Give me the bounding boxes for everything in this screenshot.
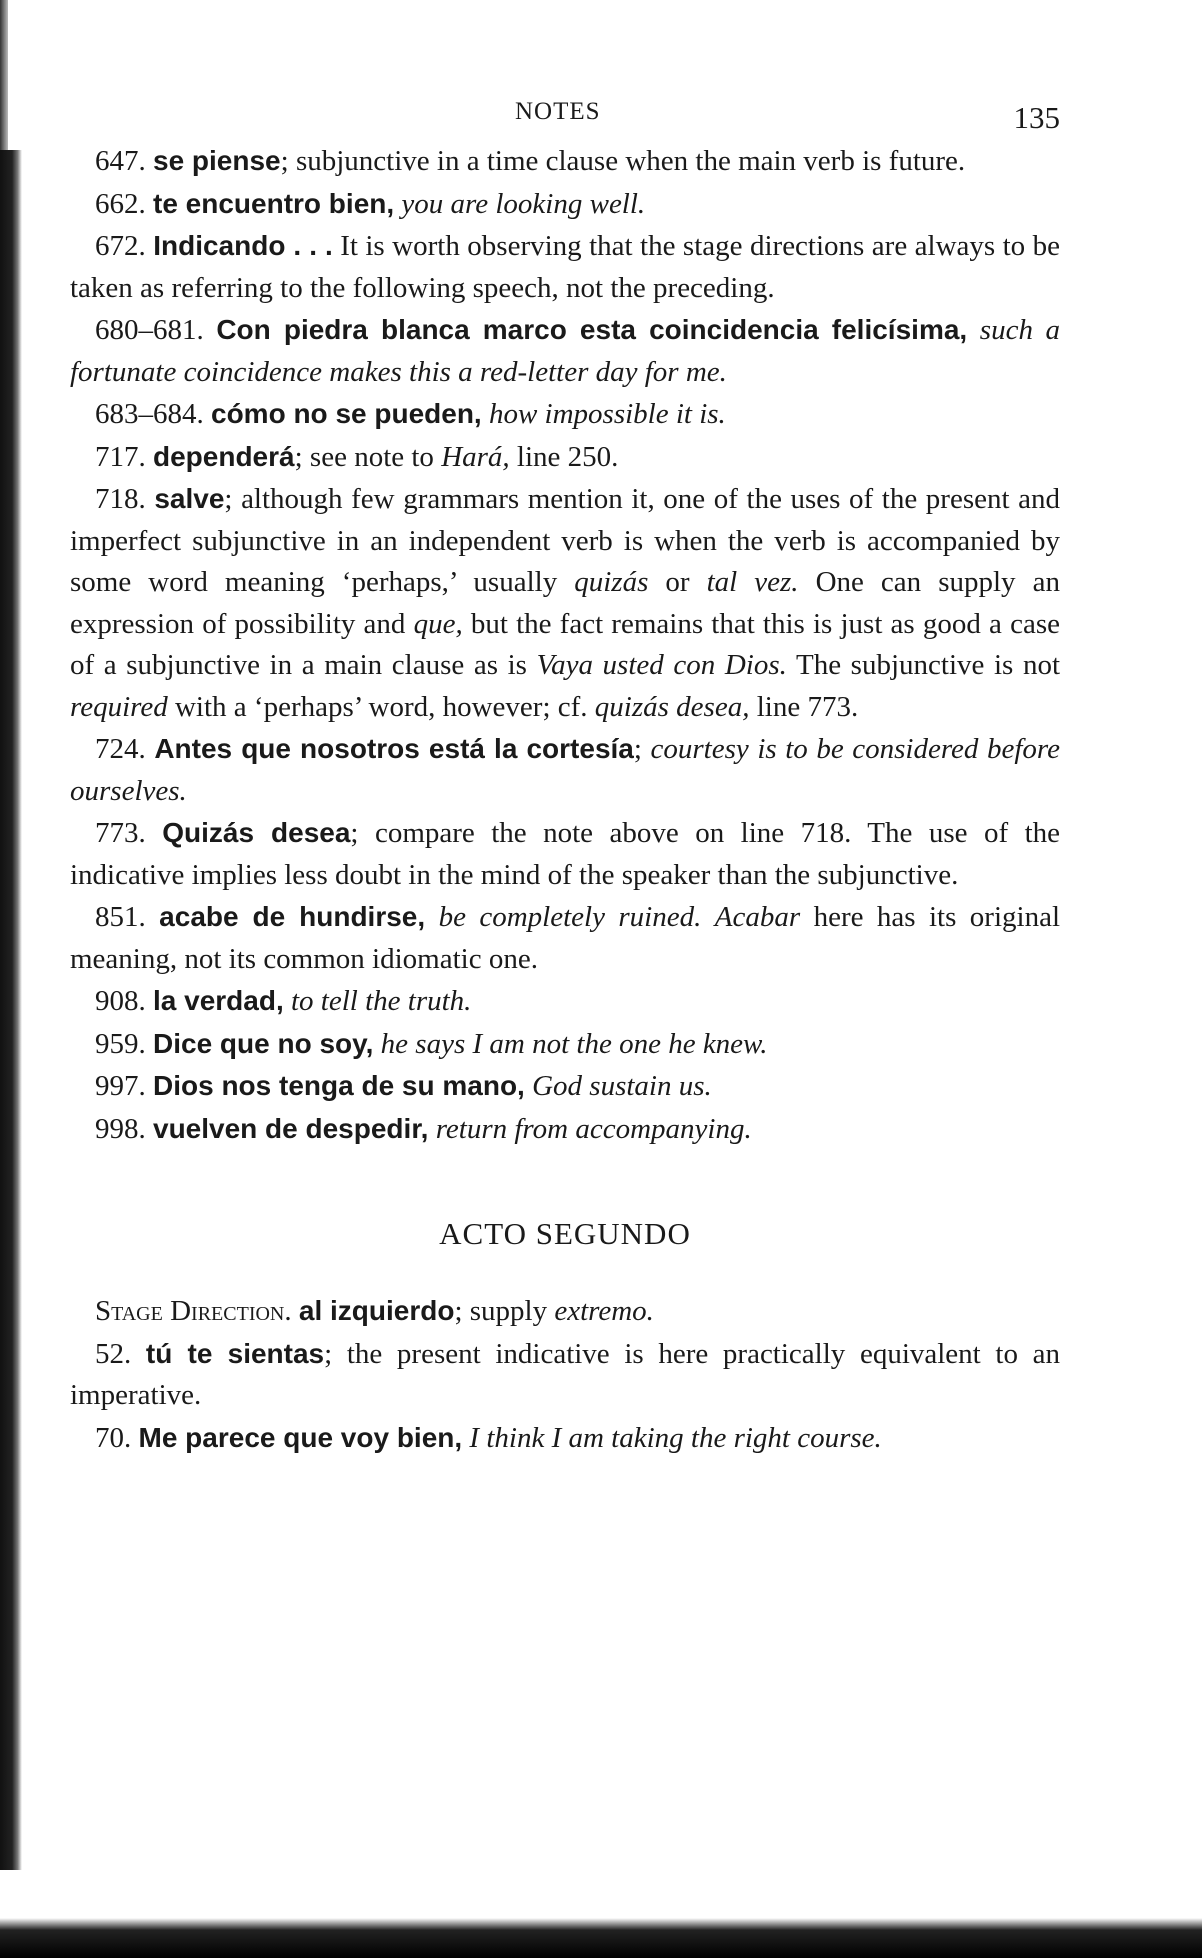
spanish-phrase: la verdad, [153, 985, 284, 1016]
line-number: 851. [95, 901, 146, 933]
page [70, 98, 1060, 1459]
spanish-phrase: dependerá [153, 440, 295, 472]
spanish-phrase: Dice que no soy, [153, 1027, 374, 1059]
translation: he says I am not the one he knew. [380, 1027, 768, 1060]
spanish-phrase: se piense [153, 145, 281, 176]
spanish-phrase: al izquierdo [298, 1295, 455, 1326]
line-number: 959. [95, 1027, 146, 1060]
translation: I think I am taking the right course. [469, 1421, 882, 1454]
note-52: 52. tú te sientas; the present indicative is here practically equivalent to an imperative. [70, 1337, 1060, 1411]
line-number: 672. [95, 230, 146, 262]
note-text: subjunctive in a time clause when the main verb is future. [295, 145, 966, 177]
line-number: 718. [95, 483, 146, 515]
spanish-phrase: acabe de hundirse, [159, 901, 426, 932]
spanish-phrase: tú te sientas [145, 1337, 325, 1369]
binding-edge [0, 150, 22, 1870]
line-number: 908. [95, 985, 146, 1017]
line-number: 998. [95, 1112, 146, 1145]
note-text: compare the note above on line 718. The use of the indicative implies less doubt in the mind of the speaker than the subjunctive. [70, 817, 1061, 891]
line-number: 647. [95, 145, 146, 177]
line-number: 683–684. [95, 398, 204, 430]
spanish-phrase: Quizás desea [162, 817, 351, 848]
translation: be completely ruined. [438, 901, 702, 933]
note-998 [70, 1108, 1060, 1151]
note-773: 773. Quizás desea; compare the note above on line 718. The use of the indicative implies less doubt in the mind of the speaker than the subjunctive. [70, 817, 1061, 891]
translation: return from accompanying. [435, 1112, 752, 1145]
note-717: 717. dependerá; see note to Hará, line 250. [95, 440, 619, 473]
note-997 [70, 1065, 1060, 1108]
note-908 [70, 980, 1060, 1023]
section-title: ACTO SEGUNDO [439, 1216, 691, 1251]
spanish-phrase: te encuentro bien, [153, 187, 395, 219]
note-680-681 [70, 309, 1060, 393]
line-number: 997. [95, 1070, 146, 1102]
cross-reference: Hará, [441, 440, 510, 473]
line-number: 717. [95, 440, 146, 473]
spanish-phrase: Me parece que voy bien, [138, 1421, 463, 1453]
translation: God sustain us. [532, 1070, 712, 1102]
spanish-phrase: Antes que nosotros está la cortesía [154, 733, 634, 764]
line-number: 662. [95, 187, 146, 220]
line-number: 773. [95, 817, 146, 849]
note-851: 851. acabe de hundirse, be completely ruined. Acabar here has its original meaning, not its common idiomatic one. [70, 901, 1060, 975]
note-724: 724. Antes que nosotros está la cortesía; courtesy is to be considered before ourselves. [70, 733, 1060, 807]
note-647: 647. se piense; subjunctive in a time clause when the main verb is future. [95, 145, 966, 177]
note-718: 718. salve; although few grammars mention it, one of the uses of the present and imperfect subjunctive in an independent verb is when the verb is accompanied by some word meaning ‘perhaps,’ usually quizás or tal vez. One can supply an expression of possibility and que, but the fact remains that this is just as good a case of a subjunctive in a main clause as is Vaya usted con Dios. The subjunctive is not required with a ‘perhaps’ word, however; cf. quizás desea, line 773. [70, 483, 1061, 723]
binding-edge-top [0, 0, 8, 150]
scan-bottom-edge [0, 1918, 1202, 1958]
note-70 [70, 1417, 1060, 1460]
note-672 [70, 225, 1060, 309]
translation: how impossible it is. [488, 398, 726, 430]
running-head: NOTES [515, 98, 601, 125]
line-number: 680–681. [95, 314, 204, 346]
line-number: 724. [95, 733, 146, 765]
note-959 [70, 1023, 1060, 1066]
spanish-phrase: Con piedra blanca marco esta coincidencia felicísima, [216, 314, 968, 345]
spanish-phrase: cómo no se pueden, [211, 398, 482, 429]
note-662 [70, 183, 1060, 226]
note-label: Stage Direction. [95, 1295, 292, 1327]
spanish-phrase: Indicando . . . [153, 230, 333, 261]
page-number: 135 [1013, 100, 1060, 135]
page-header [70, 98, 1060, 140]
note-stage-direction: Stage Direction. al izquierdo; supply extremo. [95, 1295, 654, 1327]
translation: to tell the truth. [290, 985, 472, 1017]
spanish-phrase: Dios nos tenga de su mano, [153, 1070, 525, 1101]
spanish-phrase: vuelven de despedir, [153, 1112, 429, 1144]
translation: such a fortunate coincidence makes this a red-letter day for me. [70, 314, 1061, 388]
note-text: the present indicative is here practically equivalent to an imperative. [70, 1337, 1060, 1411]
translation: you are looking well. [401, 187, 646, 220]
line-number: 52. [95, 1337, 132, 1370]
note-683-684 [70, 393, 1060, 436]
spanish-phrase: salve [154, 483, 225, 514]
note-text: It is worth observing that the stage directions are always to be taken as referring to the following speech, not the preceding. [70, 230, 1061, 304]
translation: extremo. [554, 1295, 654, 1327]
line-number: 70. [95, 1421, 132, 1454]
translation: courtesy is to be considered before ourselves. [70, 733, 1060, 807]
